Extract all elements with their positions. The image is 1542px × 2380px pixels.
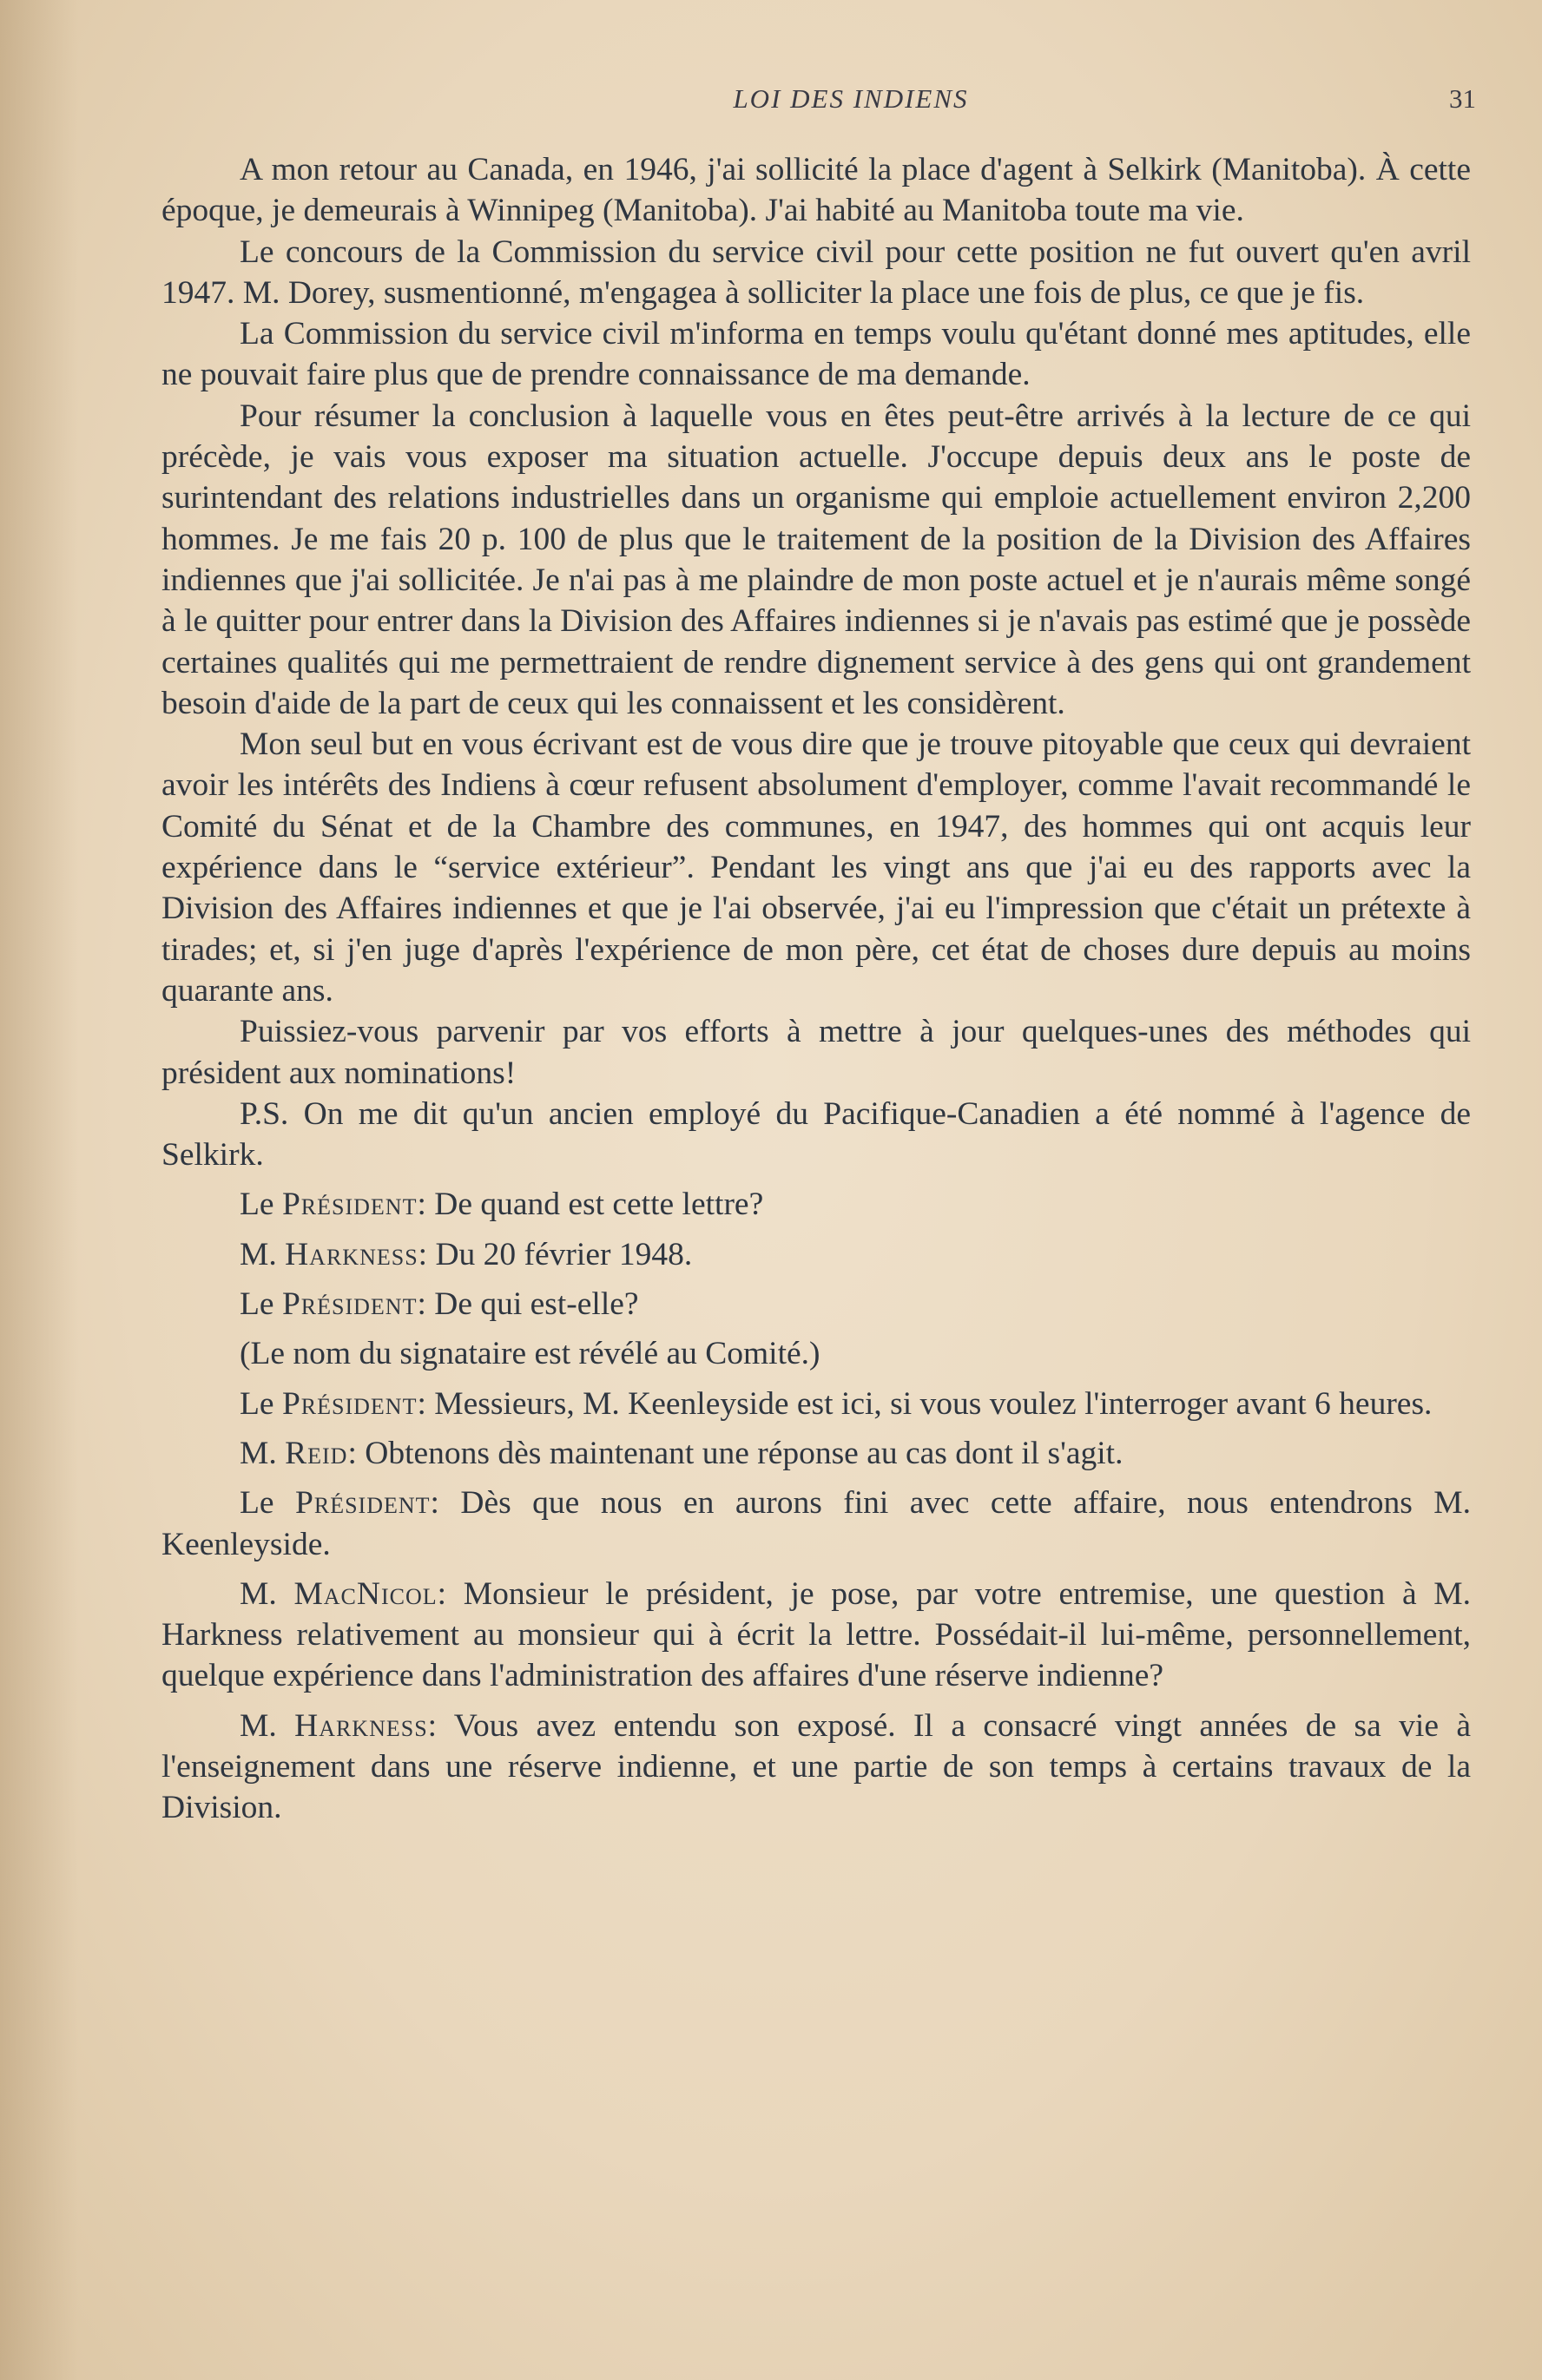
speaker-name: Harkness [294, 1707, 428, 1744]
dialogue-line: M. Harkness: Du 20 février 1948. [240, 1236, 693, 1272]
speaker-name: MacNicol [293, 1575, 438, 1612]
speaker-name: Président [281, 1187, 418, 1223]
binding-shadow [0, 0, 78, 2380]
dialogue-line: M. MacNicol: Monsieur le président, je pose, par votre entremise, une question à M. Harkness relativement au monsieur qui à écrit la lettre. Possédait-il lui-même, personnellement, quelque expérience dans l'administration des affaires d'une réserve indienne? [161, 1575, 1472, 1694]
running-head [156, 83, 1476, 127]
speaker-name: Président [295, 1485, 431, 1522]
paragraph-civil-service-contest: Le concours de la Commission du service civil pour cette position ne fut ouvert qu'en avril 1947. M. Dorey, susmentionné, m'engagea à solliciter la place une fois de plus, ce que je fis. [161, 233, 1471, 311]
dialogue-line: Le Président: Messieurs, M. Keenleyside est ici, si vous voulez l'interroger avant 6 heures. [240, 1385, 1433, 1422]
dialogue-line: M. Reid: Obtenons dès maintenant une réponse au cas dont il s'agit. [240, 1435, 1124, 1471]
dialogue-line: Le Président: De quand est cette lettre? [240, 1187, 764, 1223]
paragraph-commission-reply: La Commission du service civil m'informa en temps voulu qu'étant donné mes aptitudes, elle ne pouvait faire plus que de prendre connaissance de ma demande. [161, 316, 1471, 393]
dialogue-line: (Le nom du signataire est révélé au Comité.) [240, 1336, 820, 1372]
dialogue-line: Le Président: De qui est-elle? [240, 1286, 639, 1323]
paragraph-return-to-canada: A mon retour au Canada, en 1946, j'ai sollicité la place d'agent à Selkirk (Manitoba). À cette époque, je demeurais à Winnipeg (Manitoba). J'ai habité au Manitoba toute ma vie. [161, 152, 1471, 229]
dialogue-line: Le Président: Dès que nous en aurons fini avec cette affaire, nous entendrons M. Keenleyside. [161, 1485, 1471, 1562]
paragraph-current-situation: Pour résumer la conclusion à laquelle vous en êtes peut-être arrivés à la lecture de ce qui précède, je vais vous exposer ma situation actuelle. J'occupe depuis deux ans le poste de surintendant des relations industrielles dans un organisme qui emploie actuellement environ 2,200 hommes. Je me fais 20 p. 100 de plus que le traitement de la position de la Division des Affaires indiennes que j'ai sollicitée. Je n'ai pas à me plaindre de mon poste actuel et je n'aurais même songé à le quitter pour entrer dans la Division des Affaires indiennes si je n'avais pas estimé que je possède certaines qualités qui me permettraient de rendre dignement service à des gens qui ont grandement besoin d'aide de la part de ceux qui les connaissent et les considèrent. [161, 398, 1471, 721]
speaker-name: Président [281, 1286, 418, 1323]
speaker-name: Reid [285, 1435, 348, 1471]
paragraph-closing-wish: Puissiez-vous parvenir par vos efforts à mettre à jour quelques-unes des méthodes qui président aux nominations! [161, 1014, 1471, 1091]
paragraph-purpose: Mon seul but en vous écrivant est de vous dire que je trouve pitoyable que ceux qui devraient avoir les intérêts des Indiens à cœur refusent absolument d'employer, comme l'avait recommandé le Comité du Sénat et de la Chambre des communes, en 1947, des hommes qui ont acquis leur expérience dans le “service extérieur”. Pendant les vingt ans que j'ai eu des rapports avec la Division des Affaires indiennes et que je l'ai observée, j'ai eu l'impression que c'était un prétexte à tirades; et, si j'en juge d'après l'expérience de mon père, cet état de choses dure depuis au moins quarante ans. [161, 726, 1471, 1009]
speaker-name: Harkness [285, 1236, 418, 1272]
paragraph-postscript: P.S. On me dit qu'un ancien employé du Pacifique-Canadien a été nommé à l'agence de Selkirk. [161, 1095, 1471, 1174]
body-text [161, 149, 1471, 1829]
page-number: 31 [1449, 83, 1476, 114]
running-title: LOI DES INDIENS [733, 83, 969, 114]
speaker-name: Président [281, 1385, 418, 1422]
dialogue-line: M. Harkness: Vous avez entendu son exposé. Il a consacré vingt années de sa vie à l'enseignement dans une réserve indienne, et une partie de son temps à certains travaux de la Division. [161, 1707, 1471, 1826]
